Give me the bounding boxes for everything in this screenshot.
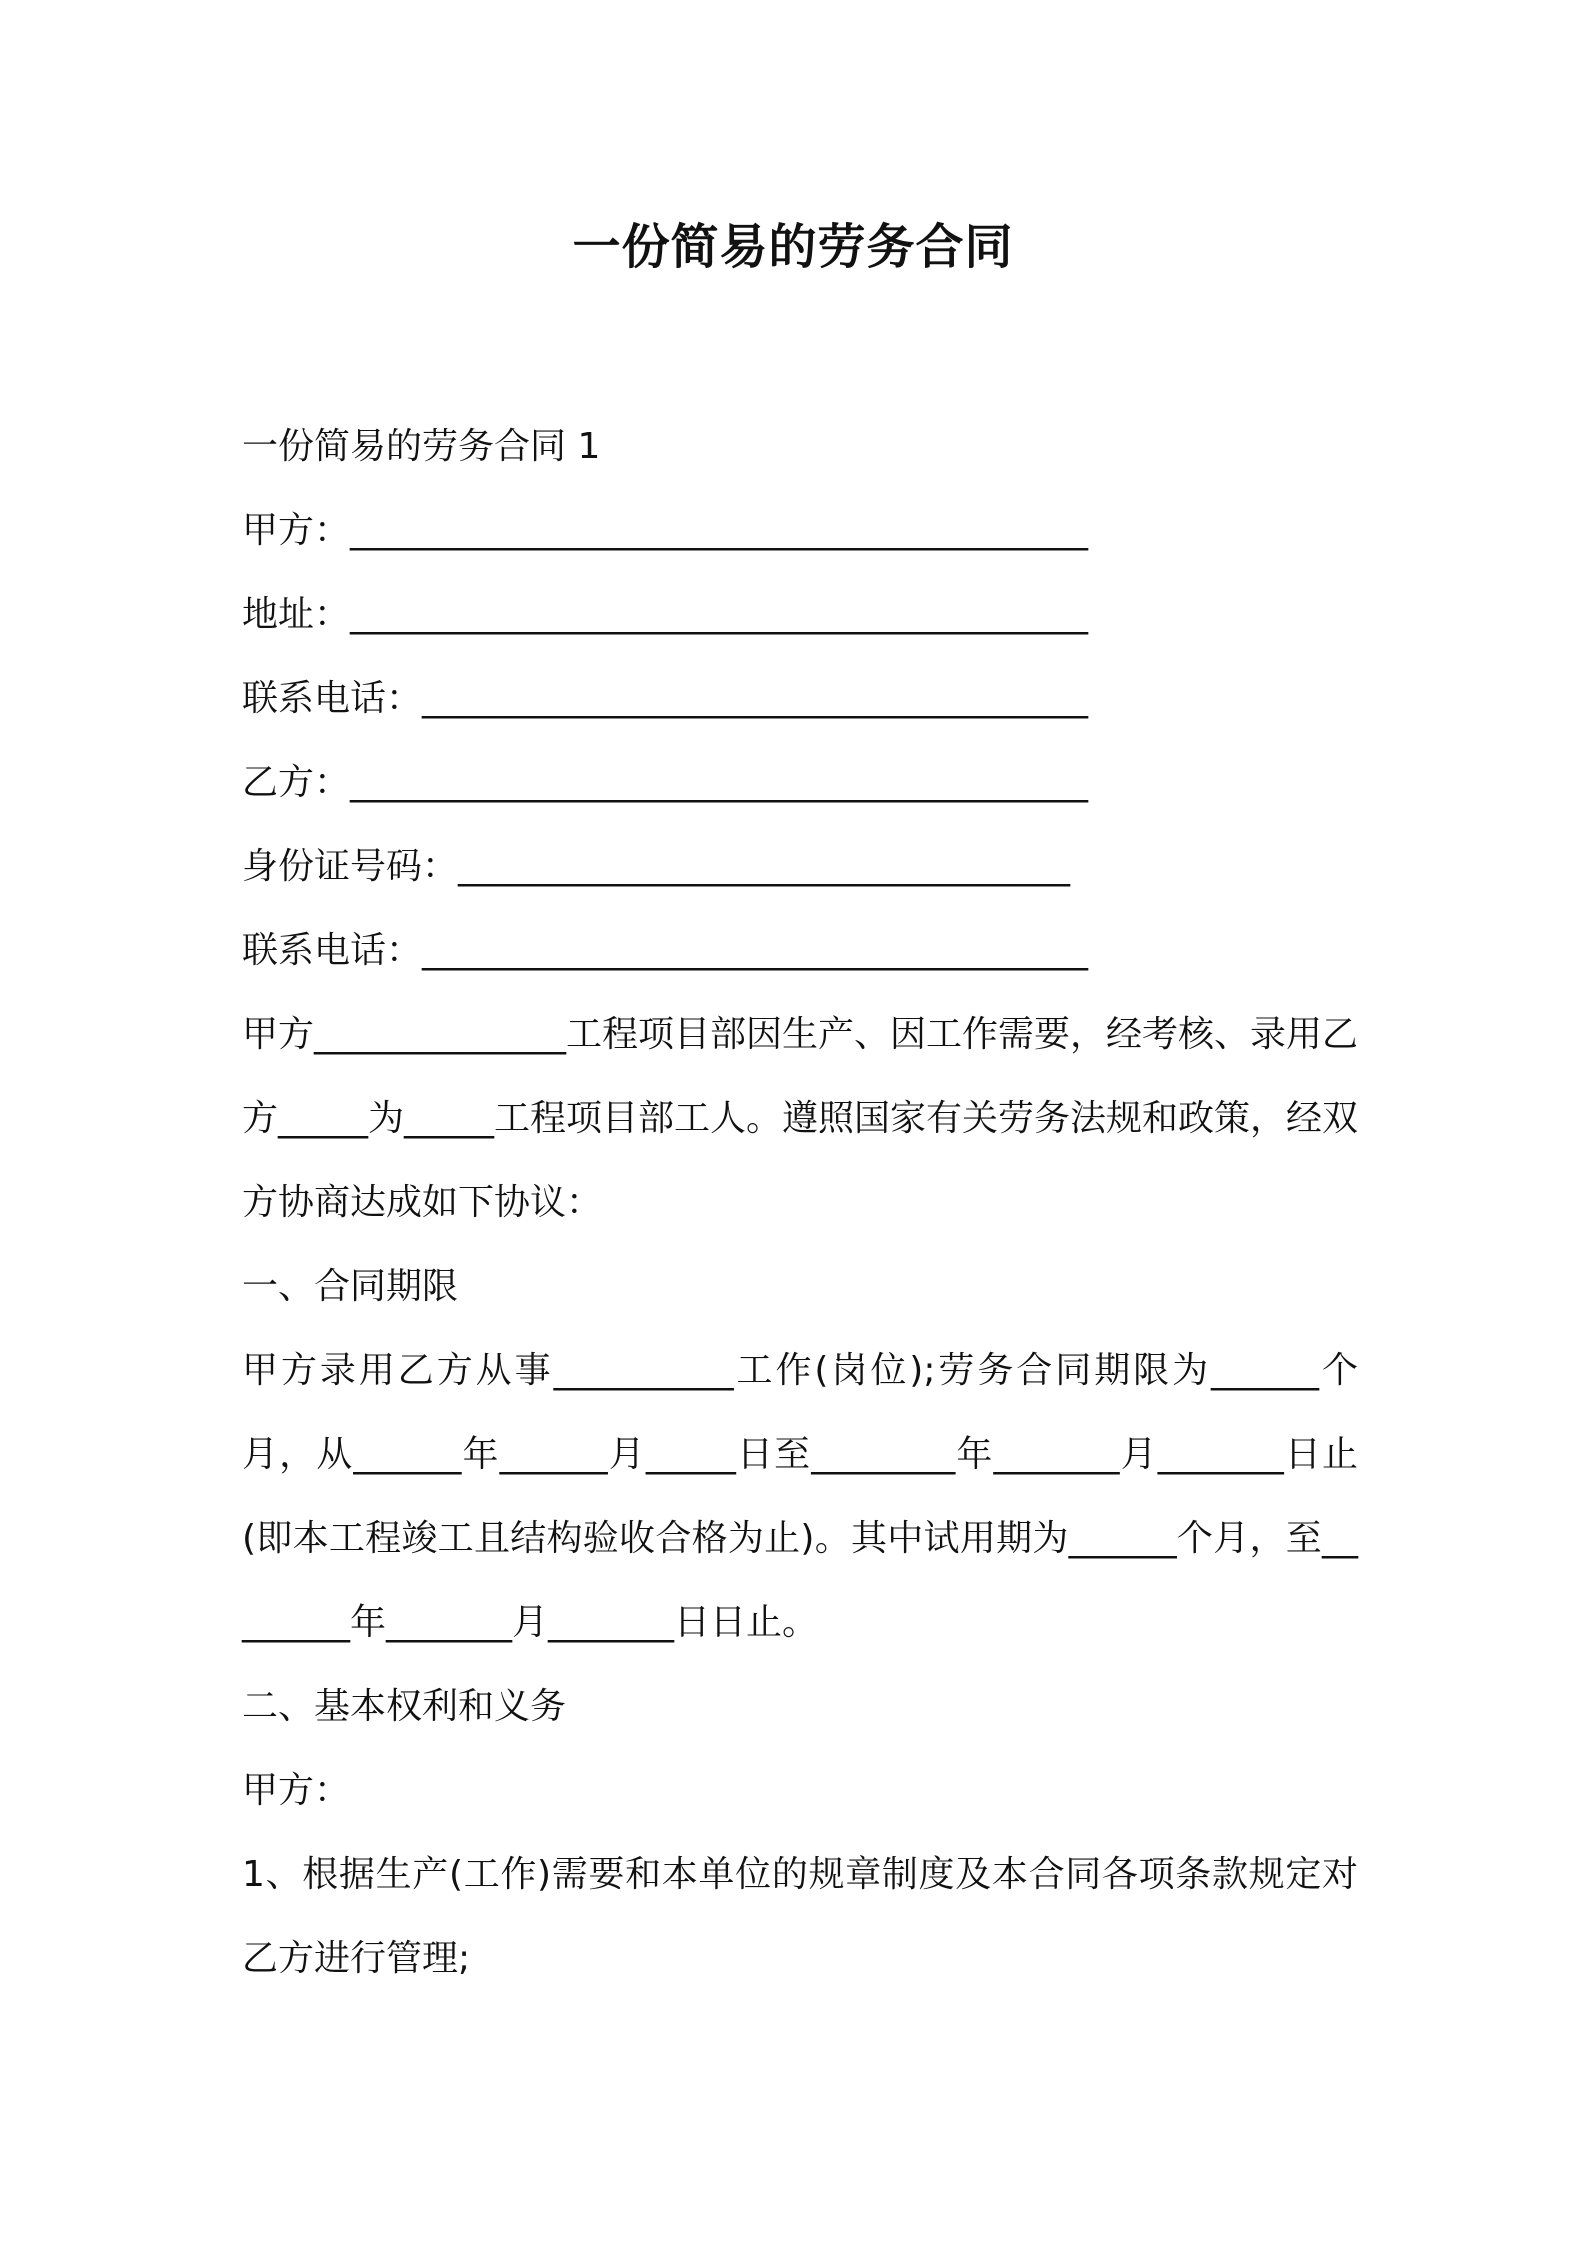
- section-1-body: 甲方录用乙方从事__________工作(岗位);劳务合同期限为______个月，从______年______月_____日至________年_______月_______日止(即本工程竣工且结构验收合格为止)。其中试用期为______个月，至________年_______月_______日日止。: [242, 1350, 1358, 1643]
- id-number-field: 身份证号码：__________________________________: [242, 846, 1071, 887]
- section-2-item-1: 1、根据生产(工作)需要和本单位的规章制度及本合同各项条款规定对乙方进行管理;: [242, 1854, 1358, 1979]
- party-b-field: 乙方：_________________________________________: [242, 762, 1089, 803]
- party-a-phone-field: 联系电话：_____________________________________: [242, 678, 1089, 719]
- section-2-party-a-label: 甲方：: [242, 1770, 351, 1811]
- contract-subtitle: 一份简易的劳务合同 1: [242, 426, 601, 467]
- section-1-heading: 一、合同期限: [242, 1266, 459, 1307]
- section-2-heading: 二、基本权利和义务: [242, 1686, 567, 1727]
- party-a-field: 甲方：_________________________________________: [242, 510, 1089, 551]
- document-title: 一份简易的劳务合同: [572, 219, 1014, 275]
- party-b-phone-field: 联系电话：_____________________________________: [242, 930, 1089, 971]
- address-field: 地址：_________________________________________: [242, 594, 1089, 635]
- document-body: [242, 405, 1358, 2001]
- intro-paragraph: 甲方______________工程项目部因生产、因工作需要，经考核、录用乙方_____为_____工程项目部工人。遵照国家有关劳务法规和政策，经双方协商达成如下协议：: [242, 1014, 1359, 1223]
